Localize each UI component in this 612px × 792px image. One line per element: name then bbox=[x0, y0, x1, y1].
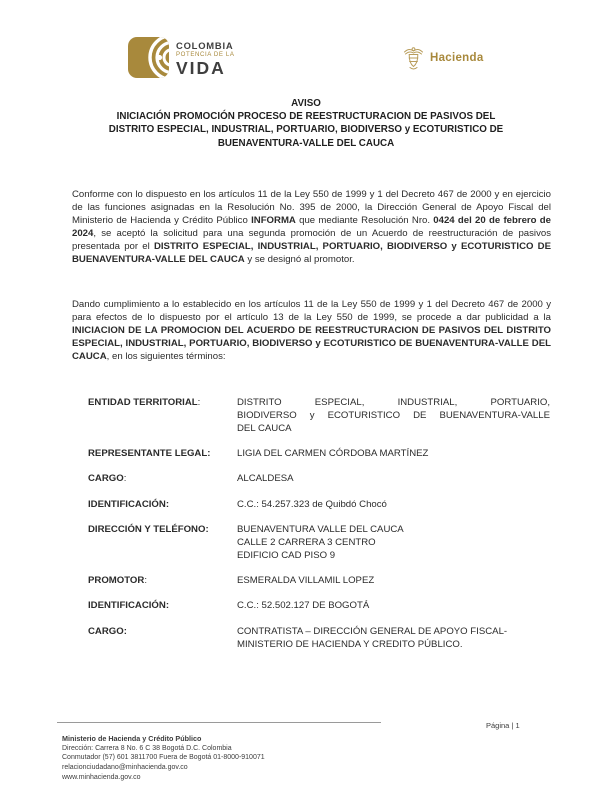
paragraph-1-text: Conforme con lo dispuesto en los artículos 11 de la Ley 550 de 1999 y 1 del Decreto 467 de 2000 y en ejercicio de las funciones asignadas en la Resolución No. 395 de 2000, la Dirección General de Apoyo Fiscal del Ministerio de Hacienda y Crédito Público bbox=[72, 189, 551, 226]
row-label: IDENTIFICACIÓN: bbox=[88, 498, 170, 510]
row-label: IDENTIFICACIÓN: bbox=[88, 600, 170, 612]
row-promotor: PROMOTOR: ESMERALDA VILLAMIL LOPEZ bbox=[88, 575, 550, 588]
row-label: CARGO bbox=[88, 473, 124, 485]
row-direccion-telefono bbox=[88, 524, 550, 563]
row-value: ALCALDESA bbox=[237, 473, 294, 485]
resolution-number-bold: 0424 del 20 de febrero de 2024 bbox=[72, 214, 551, 239]
row-value: C.C.: 52.502.127 DE BOGOTÁ bbox=[237, 600, 370, 612]
colombia-wave-icon bbox=[128, 37, 169, 78]
page-number: Página | 1 bbox=[486, 721, 520, 730]
row-label: PROMOTOR bbox=[88, 575, 145, 587]
title-line-3: DISTRITO ESPECIAL, INDUSTRIAL, PORTUARIO, BIODIVERSO y ECOTURISTICO DE bbox=[108, 124, 504, 136]
paragraph-2: Dando cumplimiento a lo establecido en los artículos 11 de la Ley 550 de 1999 y 1 del Decreto 467 de 2000 y para efectos de lo dispuesto por el artículo 13 de la Ley 550 de 1999, se procede a dar publicidad a la INICIACION DE LA PROMOCION DEL ACUERDO DE REESTRUCTURACION DE PASIVOS DEL DISTRITO ESPECIAL, INDUSTRIAL, PORTUARIO, BIODIVERSO y ECOTURISTICO DE BUENAVENTURA-VALLE DEL CAUCA, en los siguientes términos: bbox=[72, 299, 551, 362]
footer-contact-block bbox=[62, 734, 265, 783]
row-label: CARGO: bbox=[88, 625, 127, 637]
row-entidad-territorial: ENTIDAD TERRITORIAL: DISTRITO ESPECIAL, INDUSTRIAL, PORTUARIO, BIODIVERSO y ECOTURISTICO DE BUENAVENTURA-VALLE DEL CAUCA bbox=[88, 397, 550, 434]
row-cargo-2 bbox=[88, 626, 550, 652]
colombia-logo-name: COLOMBIA bbox=[176, 40, 234, 51]
row-value: DISTRITO ESPECIAL, INDUSTRIAL, PORTUARIO, BIODIVERSO y ECOTURISTICO DE BUENAVENTURA-VALLE DEL CAUCA bbox=[237, 397, 550, 434]
colombia-logo-tagline: POTENCIA DE LA bbox=[176, 51, 235, 58]
title-line-aviso: AVISO bbox=[291, 98, 321, 109]
footer-ministry-name: Ministerio de Hacienda y Crédito Público bbox=[62, 734, 202, 743]
row-label: REPRESENTANTE LEGAL: bbox=[88, 448, 211, 460]
row-value: CONTRATISTA – DIRECCIÓN GENERAL DE APOYO FISCAL- MINISTERIO DE HACIENDA Y CREDITO PÚBLICO. bbox=[237, 625, 508, 650]
footer-address: Dirección: Carrera 8 No. 6 C 38 Bogotá D.C. Colombia bbox=[62, 744, 232, 752]
colombia-logo-wordmark bbox=[176, 37, 235, 77]
row-representante-legal bbox=[88, 448, 550, 461]
row-cargo-1: CARGO: ALCALDESA bbox=[88, 473, 550, 486]
footer-phone: Conmutador (57) 601 3811700 Fuera de Bogotá 01-8000-910071 bbox=[62, 754, 265, 762]
hacienda-logo bbox=[403, 45, 484, 71]
colombia-vida-logo bbox=[128, 37, 235, 78]
hacienda-logo-label: Hacienda bbox=[430, 52, 484, 64]
document-title bbox=[61, 97, 551, 150]
row-identificacion-1 bbox=[88, 499, 550, 512]
title-line-4: BUENAVENTURA-VALLE DEL CAUCA bbox=[217, 137, 395, 149]
informa-bold: INFORMA bbox=[251, 214, 296, 226]
coat-of-arms-icon bbox=[403, 45, 424, 71]
details-table bbox=[88, 397, 550, 664]
title-line-2: INICIACIÓN PROMOCIÓN PROCESO DE REESTRUCTURACION DE PASIVOS DEL bbox=[116, 111, 496, 123]
district-name-bold: DISTRITO ESPECIAL, INDUSTRIAL, PORTUARIO, BIODIVERSO y ECOTURISTICO DE BUENAVENTURA-VALLE DEL CAUCA bbox=[72, 240, 551, 265]
footer-website: www.minhacienda.gov.co bbox=[62, 773, 141, 781]
row-label: DIRECCIÓN Y TELÉFONO: bbox=[88, 524, 209, 535]
colombia-logo-vida: VIDA bbox=[176, 58, 226, 78]
paragraph-2-text: Dando cumplimiento a lo establecido en los artículos 11 de la Ley 550 de 1999 y 1 del Decreto 467 de 2000 y para efectos de lo dispuesto por el artículo 13 de la Ley 550 de 1999, se procede a dar publicidad a la bbox=[72, 299, 551, 323]
footer-divider bbox=[57, 722, 381, 723]
footer-email: relacionciudadano@minhacienda.gov.co bbox=[62, 764, 188, 772]
row-value: C.C.: 54.257.323 de Quibdó Chocó bbox=[237, 498, 387, 510]
row-value: LIGIA DEL CARMEN CÓRDOBA MARTÍNEZ bbox=[237, 448, 429, 460]
row-label: ENTIDAD TERRITORIAL bbox=[88, 397, 198, 408]
promotion-announcement-bold: INICIACION DE LA PROMOCION DEL ACUERDO DE REESTRUCTURACION DE PASIVOS DEL DISTRITO ESPECIAL, INDUSTRIAL, PORTUARIO, BIODIVERSO y ECOTURISTICO DE BUENAVENTURA-VALLE DEL CAUCA bbox=[72, 324, 551, 362]
row-value: ESMERALDA VILLAMIL LOPEZ bbox=[237, 575, 375, 587]
row-value: BUENAVENTURA VALLE DEL CAUCA CALLE 2 CARRERA 3 CENTRO EDIFICIO CAD PISO 9 bbox=[237, 524, 404, 561]
row-identificacion-2 bbox=[88, 600, 550, 613]
paragraph-1: Conforme con lo dispuesto en los artículos 11 de la Ley 550 de 1999 y 1 del Decreto 467 de 2000 y en ejercicio de las funciones asignadas en la Resolución No. 395 de 2000, la Dirección General de Apoyo Fiscal del Ministerio de Hacienda y Crédito Público INFORMA que mediante Resolución Nro. 0424 del 20 de febrero de 2024, se aceptó la solicitud para una segunda promoción de un Acuerdo de reestructuración de pasivos presentada por el DISTRITO ESPECIAL, INDUSTRIAL, PORTUARIO, BIODIVERSO y ECOTURISTICO DE BUENAVENTURA-VALLE DEL CAUCA y se designó al promotor. bbox=[72, 189, 551, 265]
